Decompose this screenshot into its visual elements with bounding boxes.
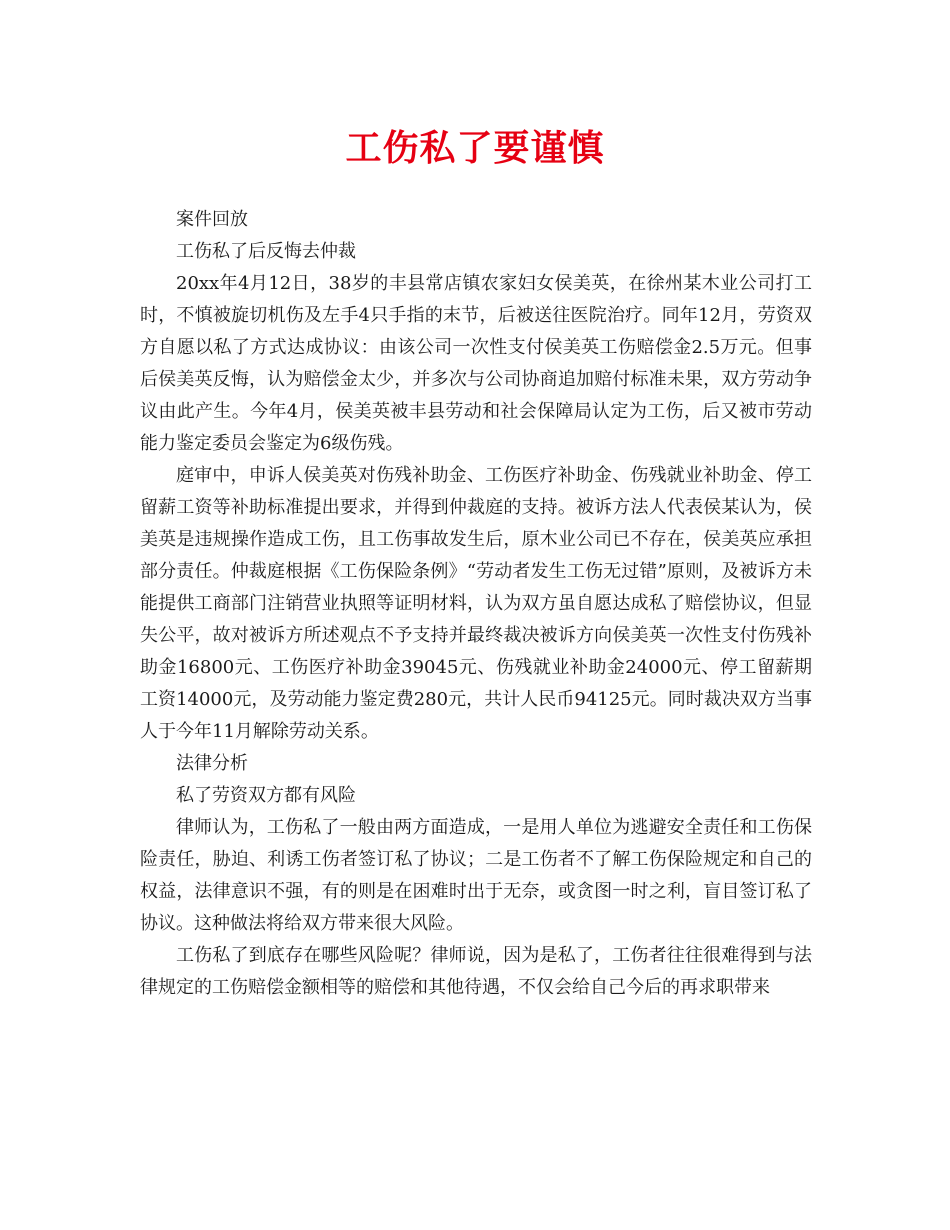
document-title: 工伤私了要谨慎 — [345, 127, 605, 169]
subheading-case: 工伤私了后反悔去仲裁 — [176, 241, 356, 262]
paragraph-lawyer-opinion: 律师认为，工伤私了一般由两方面造成，一是用人单位为逃避安全责任和工伤保险责任，胁迫、利诱工伤者签订私了协议；二是工伤者不了解工伤保险规定和自己的权益，法律意识不强，有的则是在困难时出于无奈，或贪图一时之利，盲目签订私了协议。这种做法将给双方带来很大风险。 — [140, 817, 812, 934]
document-body — [140, 204, 812, 1004]
section-heading-case-review: 案件回放 — [176, 209, 248, 230]
paragraph-risks: 工伤私了到底存在哪些风险呢？律师说，因为是私了，工伤者往往很难得到与法律规定的工伤赔偿金额相等的赔偿和其他待遇，不仅会给自己今后的再求职带来 — [140, 945, 812, 998]
paragraph-case-facts: 20xx年4月12日，38岁的丰县常店镇农家妇女侯美英，在徐州某木业公司打工时，不慎被旋切机伤及左手4只手指的末节，后被送往医院治疗。同年12月，劳资双方自愿以私了方式达成协议：由该公司一次性支付侯美英工伤赔偿金2.5万元。但事后侯美英反悔，认为赔偿金太少，并多次与公司协商追加赔付标准未果，双方劳动争议由此产生。今年4月，侯美英被丰县劳动和社会保障局认定为工伤，后又被市劳动能力鉴定委员会鉴定为6级伤残。 — [140, 273, 812, 454]
paragraph-trial: 庭审中，申诉人侯美英对伤残补助金、工伤医疗补助金、伤残就业补助金、停工留薪工资等补助标准提出要求，并得到仲裁庭的支持。被诉方法人代表侯某认为，侯美英是违规操作造成工伤，且工伤事故发生后，原木业公司已不存在，侯美英应承担部分责任。仲裁庭根据《工伤保险条例》“劳动者发生工伤无过错”原则，及被诉方未能提供工商部门注销营业执照等证明材料，认为双方虽自愿达成私了赔偿协议，但显失公平，故对被诉方所述观点不予支持并最终裁决被诉方向侯美英一次性支付伤残补助金16800元、工伤医疗补助金39045元、伤残就业补助金24000元、停工留薪期工资14000元，及劳动能力鉴定费280元，共计人民币94125元。同时裁决双方当事人于今年11月解除劳动关系。 — [140, 465, 812, 742]
section-heading-legal-analysis: 法律分析 — [176, 753, 248, 774]
subheading-risk: 私了劳资双方都有风险 — [176, 785, 356, 806]
